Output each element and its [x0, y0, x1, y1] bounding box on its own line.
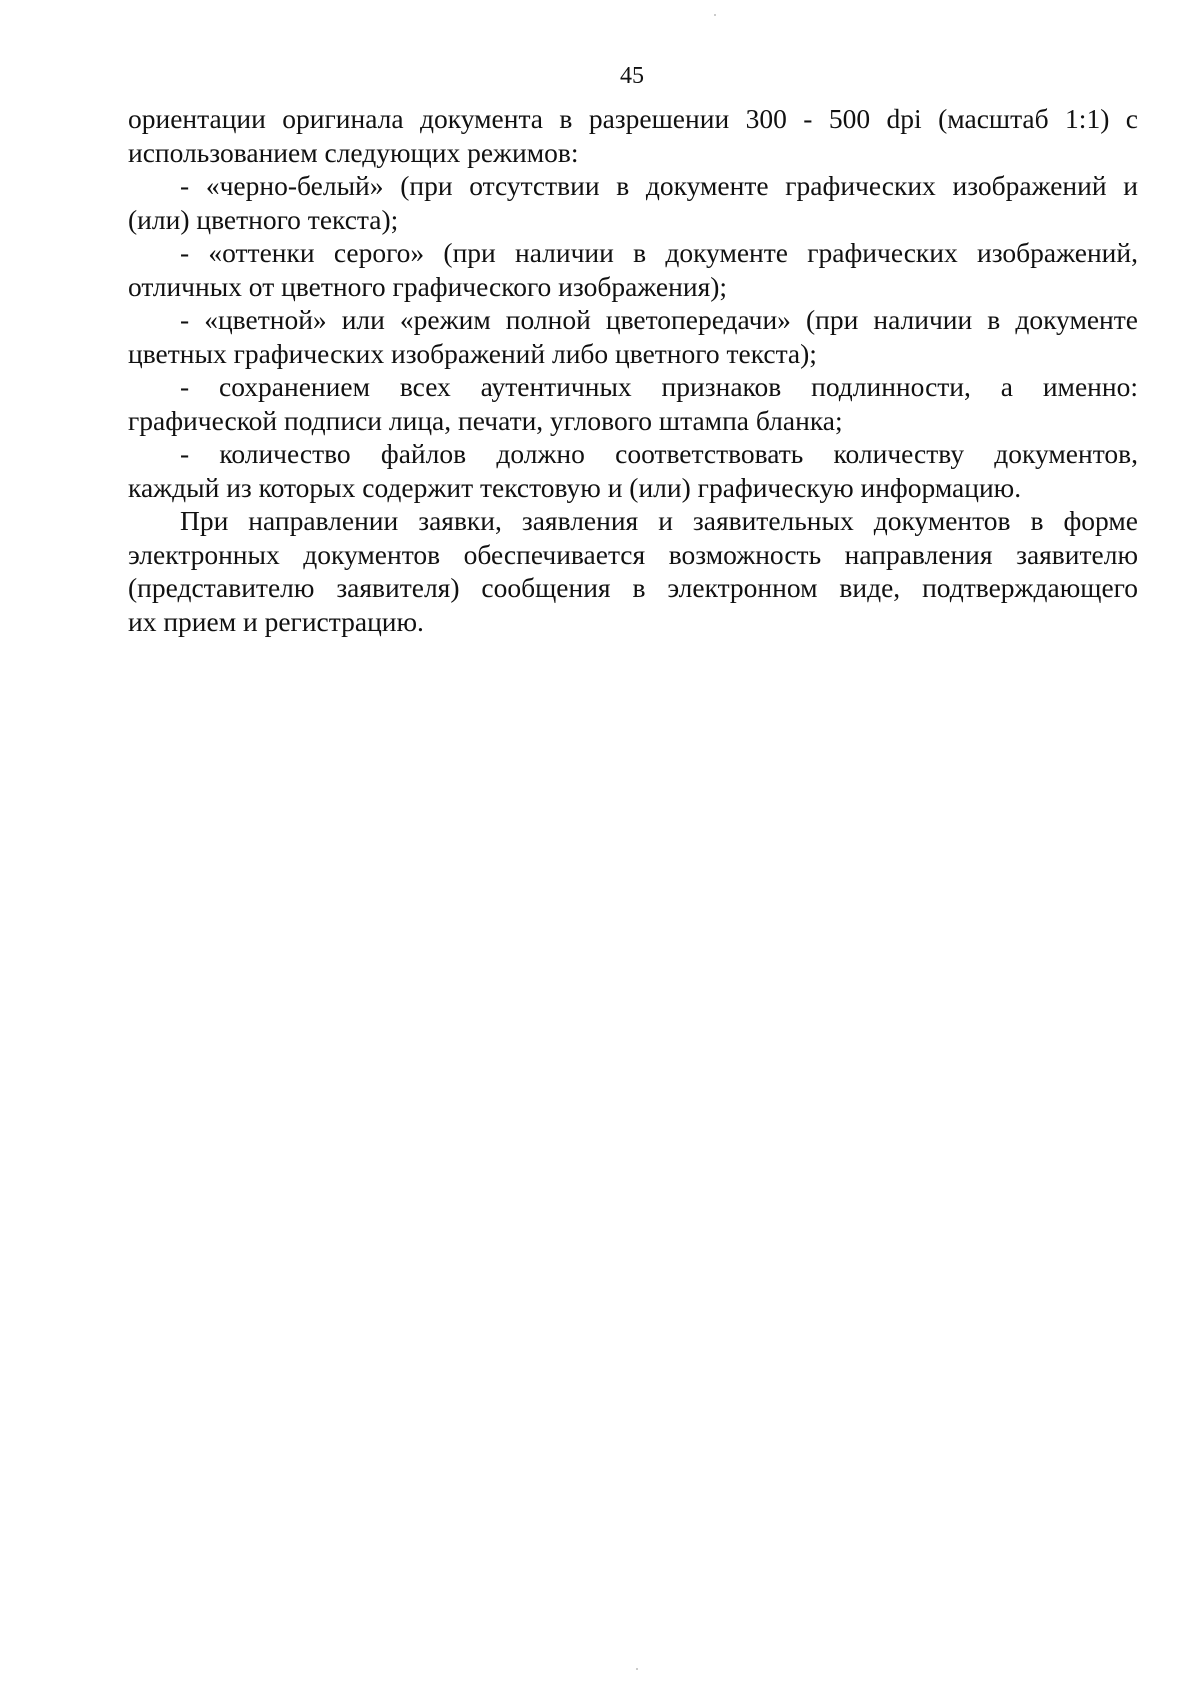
page-number: 45	[620, 63, 644, 89]
scan-speck	[636, 1668, 638, 1670]
paragraph-line: их прием и регистрацию.	[128, 605, 424, 637]
text-line: каждый из которых содержит текстовую и (или) графическую информацию.	[128, 471, 1022, 503]
text-line: цветных графических изображений либо цветного текста);	[128, 337, 817, 369]
list-item-line: - «цветной» или «режим полной цветопередачи» (при наличии в документе	[180, 304, 1138, 335]
list-item-line: - «черно-белый» (при отсутствии в документе графических изображений и	[180, 170, 1138, 201]
list-item-line: - количество файлов должно соответствовать количеству документов,	[180, 438, 1138, 469]
body-text	[128, 102, 1138, 638]
paragraph-line: электронных документов обеспечивается возможность направления заявителю	[128, 538, 1138, 570]
text-line: (или) цветного текста);	[128, 203, 399, 235]
text-line: отличных от цветного графического изображения);	[128, 270, 728, 302]
paragraph-line: (представителю заявителя) сообщения в электронном виде, подтверждающего	[128, 572, 1138, 603]
text-line: ориентации оригинала документа в разрешении 300 - 500 dpi (масштаб 1:1) с	[128, 103, 1138, 134]
scan-speck	[714, 14, 716, 16]
text-line: использованием следующих режимов:	[128, 136, 579, 168]
list-item-line: - «оттенки серого» (при наличии в документе графических изображений,	[180, 237, 1138, 268]
list-item-line: - сохранением всех аутентичных признаков подлинности, а именно:	[180, 371, 1138, 402]
paragraph-line: При направлении заявки, заявления и заявительных документов в форме	[180, 505, 1138, 536]
text-line: графической подписи лица, печати, углового штампа бланка;	[128, 404, 843, 436]
